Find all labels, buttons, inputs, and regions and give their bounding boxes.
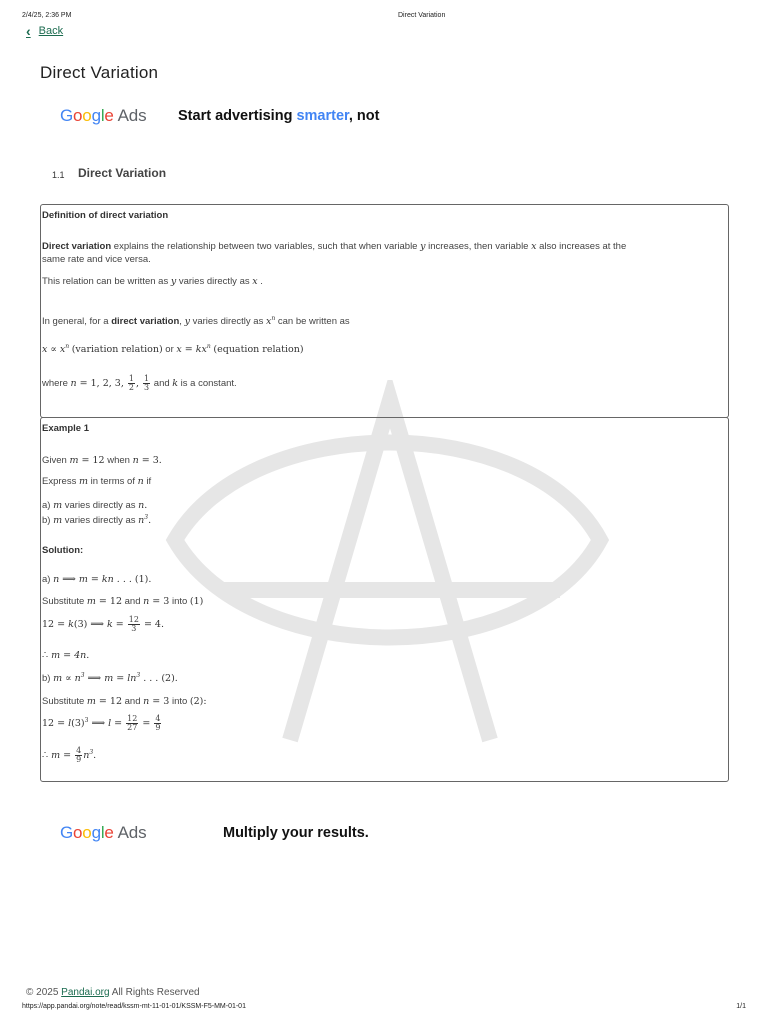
google-ad-banner-2[interactable] (60, 823, 146, 843)
solution-label: Solution: (42, 545, 84, 556)
example-part-a: a) m varies directly as n. (42, 500, 148, 511)
definition-paragraph-1: Direct variation explains the relationship between two variables, such that when variable y increases, then variable x also increases at the (42, 241, 627, 252)
google-ad-banner[interactable] (60, 106, 146, 126)
page-title: Direct Variation (40, 63, 159, 82)
print-doc-title: Direct Variation (398, 12, 446, 19)
google-ads-logo: Google Ads (60, 823, 147, 842)
solution-b-result: ∴ m = $\frac{4}{9}$ $n^3$. (42, 746, 97, 764)
solution-a-compute: 12 = k(3) ⟹ k = $\frac{12}{3}$ = 4. (42, 615, 165, 633)
solution-a-substitute: Substitute m = 12 and n = 3 into (1) (42, 596, 204, 607)
example-box (40, 417, 729, 782)
example-express: Express m in terms of n if (42, 476, 152, 487)
google-ads-logo: Google Ads (60, 106, 147, 125)
definition-formula: $x \propto x^n$ (variation relation) or $x = kx^n$ (equation relation) (42, 343, 304, 356)
solution-b-compute: $12 = l(3)^3$ ⟹ l = $\frac{12}{27}$ = $\frac{4}{9}$ (42, 714, 161, 732)
back-link[interactable] (26, 23, 63, 39)
solution-b-step1: b) $m \propto n^3$ ⟹ $m = \ln^3$ . . . (2). (42, 672, 178, 685)
section-number: 1.1 (52, 170, 65, 180)
example-given: Given m = 12 when n = 3. (42, 455, 162, 466)
definition-box (40, 204, 729, 418)
example-heading: Example 1 (42, 423, 89, 434)
solution-a-result: ∴ m = 4n. (42, 650, 90, 661)
definition-paragraph-1-cont: same rate and vice versa. (42, 254, 151, 265)
footer-copyright: © 2025 Pandai.org All Rights Reserved (26, 987, 200, 998)
definition-where: where n = 1, 2, 3, $\frac{1}{2}$ , $\frac{1}{3}$ and k is a constant. (42, 374, 237, 392)
print-datetime: 2/4/25, 2:36 PM (22, 12, 72, 19)
pandai-link[interactable]: Pandai.org (61, 987, 110, 998)
footer-url: https://app.pandai.org/note/read/kssm-mt-11-01-01/KSSM-F5-MM-01-01 (22, 1003, 246, 1010)
example-part-b: b) m varies directly as $n^3$. (42, 514, 152, 527)
definition-heading: Definition of direct variation (42, 210, 169, 221)
ad-headline-2[interactable]: Multiply your results. (223, 825, 369, 841)
ad-headline[interactable]: Start advertising smarter, not (178, 108, 380, 124)
solution-b-substitute: Substitute m = 12 and n = 3 into (2): (42, 696, 207, 707)
solution-a-step1: a) n ⟹ m = kn . . . (1). (42, 574, 152, 585)
back-label: Back (38, 25, 64, 37)
definition-paragraph-2: This relation can be written as y varies directly as x . (42, 276, 263, 287)
section-title: Direct Variation (78, 166, 167, 180)
footer-page-number: 1/1 (736, 1003, 746, 1010)
chevron-left-icon: ‹ (26, 23, 31, 39)
definition-paragraph-3: In general, for a direct variation, y varies directly as $x^n$ can be written as (42, 315, 350, 328)
